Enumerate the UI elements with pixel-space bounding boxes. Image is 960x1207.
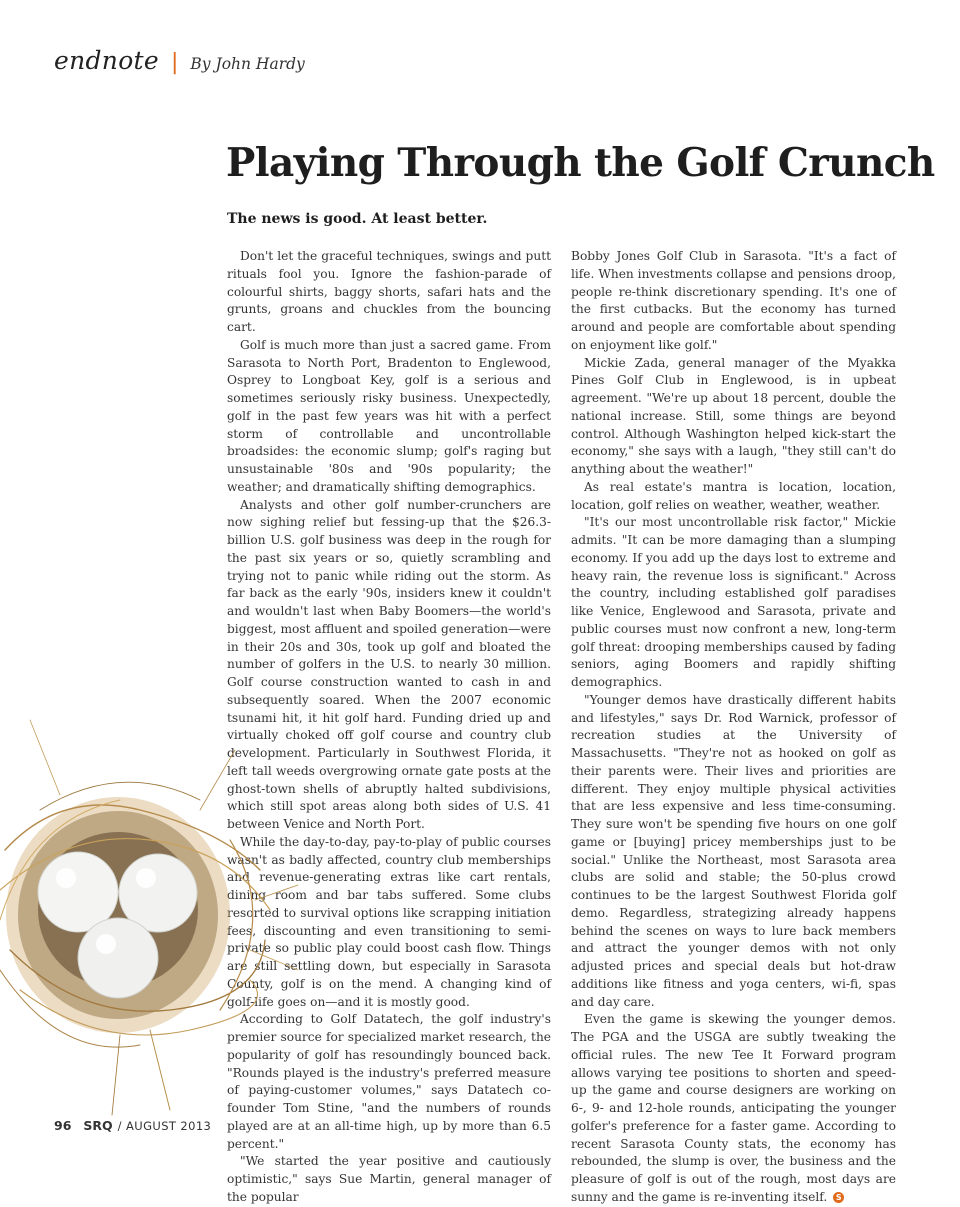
paragraph: While the day-to-day, pay-to-play of public courses wasn't as badly affected, country club memberships and revenue-generating extras like cart rentals, dining room and bar tabs suffered. Some clubs resorted to survival options like scrapping initiation fees, discounting and even transitioning to semi-private so public play could boost cash flow. Things are still settling down, but especially in Sarasota County, golf is on the mend. A changing kind of golf-life goes on—and it is mostly good. xyxy=(227,834,551,1009)
paragraph: As real estate's mantra is location, location, location, golf relies on weather, weather, weather. xyxy=(571,479,896,512)
paragraph-continuation: Bobby Jones Golf Club in Sarasota. "It's a fact of life. When investments collapse and pensions droop, people re-think discretionary spending. It's one of the first cutbacks. But the economy has turned around and people are comfortable about spending on enjoyment like golf." xyxy=(571,249,896,352)
paragraph: "Younger demos have drastically different habits and lifestyles," says Dr. Rod Warnick, professor of recreation studies at the University of Massachusetts. "They're not as hooked on golf as their parents were. Their lives and priorities are different. They enjoy multiple physical activities that are less expensive and less time-consuming. They sure won't be spending five hours on one golf game or [buying] pricey memberships just to be social." Unlike the Northeast, most Sarasota area clubs are solid and stable; the 50-plus crowd continues to be the largest Southwest Florida golf demo. Regardless, strategizing already happens behind the scenes on ways to lure back members and attract the younger demos with not only adjusted prices and special deals but hot-draw additions like fitness and yoga centers, wi-fi, spas and day care. xyxy=(571,692,896,1009)
article-headline: Playing Through the Golf Crunch xyxy=(226,140,935,186)
left-column xyxy=(227,248,551,1207)
byline: By John Hardy xyxy=(190,55,305,73)
section-header xyxy=(54,46,305,75)
golf-ball xyxy=(119,854,197,932)
golf-ball xyxy=(78,918,158,998)
paragraph: "We started the year positive and cautiously optimistic," says Sue Martin, general manager of the popular xyxy=(227,1154,551,1204)
paragraph: Mickie Zada, general manager of the Myakka Pines Golf Club in Englewood, is in upbeat agreement. "We're up about 18 percent, double the national increase. Still, some things are beyond control. Although Washington helped kick-start the economy," she says with a laugh, "they still can't do anything about the weather!" xyxy=(571,355,896,476)
header-separator: | xyxy=(171,50,179,75)
paragraph: According to Golf Datatech, the golf industry's premier source for specialized market research, the popularity of golf has resoundingly bounced back. "Rounds played is the industry's preferred measure of paying-customer volumes," says Datatech co-founder Tom Stine, "and the numbers of rounds played are at an all-time high, up by more than 6.5 percent." xyxy=(227,1012,551,1151)
paragraph: Analysts and other golf number-crunchers are now sighing relief but fessing-up that the $26.3-billion U.S. golf business was deep in the rough for the past six years or so, quietly scrambling and trying not to panic while riding out the storm. As far back as the early '90s, insiders knew it couldn't and wouldn't last when Baby Boomers—the world's biggest, most affluent and spoiled generation—were in their 20s and 30s, took up golf and bloated the number of golfers in the U.S. to nearly 30 million. Golf course construction wanted to cash in and subsequently soared. When the 2007 economic tsunami hit, it hit golf hard. Funding dried up and virtually choked off golf course and country club development. Particularly in Southwest Florida, it left tall weeds overgrowing ornate gate posts at the ghost-town shells of abruptly halted subdivisions, which still spot areas along both sides of U.S. 41 between Venice and North Port. xyxy=(227,497,551,831)
closing-text: Even the game is skewing the younger demos. The PGA and the USGA are subtly tweaking the official rules. The new Tee It Forward program allows varying tee positions to shorten and speed-up the game and course designers are working on 6-, 9- and 12-hole rounds, anticipating the younger golfer's preference for a faster game. According to recent Sarasota County stats, the economy has rebounded, the slump is over, the business and the pleasure of golf is out of the rough, most days are sunny and the game is re-inventing itself. xyxy=(571,1012,896,1204)
paragraph: "It's our most uncontrollable risk factor," Mickie admits. "It can be more damaging than a slumping economy. If you add up the days lost to extreme and heavy rain, the revenue loss is significant." Across the country, including established golf paradises like Venice, Englewood and Sarasota, private and public courses must now confront a new, long-term golf threat: drooping memberships caused by fading seniors, aging Boomers and rapidly shifting demographics. xyxy=(571,515,896,689)
issue-date: / AUGUST 2013 xyxy=(117,1119,212,1133)
golf-balls xyxy=(38,852,197,998)
golf-ball xyxy=(38,852,118,932)
closing-paragraph xyxy=(571,1011,896,1206)
page-folio xyxy=(54,1118,211,1133)
paragraph: Golf is much more than just a sacred game. From Sarasota to North Port, Bradenton to Englewood, Osprey to Longboat Key, golf is a serious and sometimes seriously risky business. Unexpectedly, golf in the past few years was hit with a perfect storm of controllable and uncontrollable broadsides: the economic slump; golf's raging but unsustainable '80s and '90s popularity; the weather; and dramatically shifting demographics. xyxy=(227,337,551,494)
paragraph: Don't let the graceful techniques, swings and putt rituals fool you. Ignore the fashion-parade of colourful shirts, baggy shorts, safari hats and the grunts, groans and chuckles from the bouncing cart. xyxy=(227,249,551,334)
right-column xyxy=(571,248,896,1207)
section-name: endnote xyxy=(54,46,159,75)
magazine-name: SRQ xyxy=(83,1118,113,1133)
page-number: 96 xyxy=(54,1118,72,1133)
srq-end-mark-icon: S xyxy=(833,1192,844,1203)
article-deck: The news is good. At least better. xyxy=(227,211,488,227)
